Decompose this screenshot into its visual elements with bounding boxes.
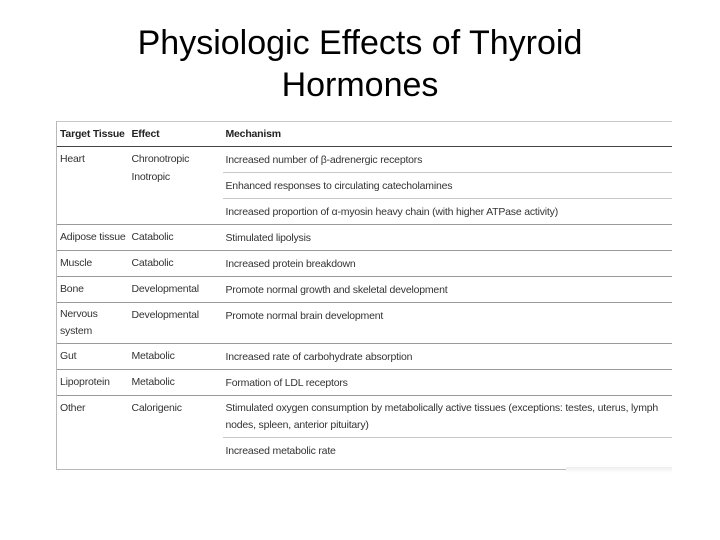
tissue-cell: Nervous system <box>57 303 129 344</box>
mechanism-cell: Formation of LDL receptors <box>223 370 673 396</box>
tissue-cell: Heart <box>60 153 85 165</box>
mechanism-cell: Stimulated oxygen consumption by metabolically active tissues (exceptions: testes, uterus, lymph nodes, spleen, anterior pituitary) <box>223 396 673 438</box>
effect-cell: Developmental <box>129 303 223 344</box>
effect-cell: Calorigenic <box>129 396 223 464</box>
slide-title-line-1: Physiologic Effects of Thyroid <box>137 24 583 62</box>
tissue-cell: Bone <box>57 277 129 303</box>
effects-table <box>57 121 672 463</box>
table-row <box>57 344 672 370</box>
tissue-cell: Lipoprotein <box>57 370 129 396</box>
table-row <box>57 225 672 251</box>
mechanism-cell: Increased number of β-adrenergic receptors <box>225 154 423 166</box>
tissue-cell: Muscle <box>57 251 129 277</box>
table-body <box>57 147 672 464</box>
effect-cell: Catabolic <box>129 225 223 251</box>
header-mechanism: Mechanism <box>223 122 673 147</box>
mechanism-cell: Promote normal growth and skeletal development <box>223 277 673 303</box>
effect-cell: Metabolic <box>129 344 223 370</box>
table-row <box>57 396 672 438</box>
table-row <box>57 277 672 303</box>
header-effect: Effect <box>129 122 223 147</box>
table-bottom-shadow <box>566 467 672 473</box>
table-row <box>57 147 672 173</box>
effect-cell: Catabolic <box>129 251 223 277</box>
header-target-tissue: Target Tissue <box>57 122 129 147</box>
mechanism-cell: Increased protein breakdown <box>223 251 673 277</box>
slide-title-line-2: Hormones <box>281 66 439 104</box>
effect-cell: Metabolic <box>129 370 223 396</box>
table-row <box>57 370 672 396</box>
tissue-cell: Adipose tissue <box>57 225 129 251</box>
table-row <box>57 251 672 277</box>
table-header-row <box>57 122 672 147</box>
effect-cell: Chronotropic Inotropic <box>131 153 190 183</box>
mechanism-cell: Increased rate of carbohydrate absorption <box>223 344 673 370</box>
table-row <box>57 303 672 344</box>
mechanism-cell: Increased proportion of α-myosin heavy chain (with higher ATPase activity) <box>223 199 673 225</box>
thyroid-effects-table <box>56 121 672 470</box>
effect-cell: Developmental <box>129 277 223 303</box>
mechanism-cell: Stimulated lipolysis <box>223 225 673 251</box>
tissue-cell: Gut <box>57 344 129 370</box>
mechanism-cell: Enhanced responses to circulating catecholamines <box>223 173 673 199</box>
mechanism-cell: Promote normal brain development <box>223 303 673 344</box>
mechanism-cell: Increased metabolic rate <box>223 438 673 464</box>
tissue-cell: Other <box>57 396 129 464</box>
slide-title <box>0 22 720 106</box>
